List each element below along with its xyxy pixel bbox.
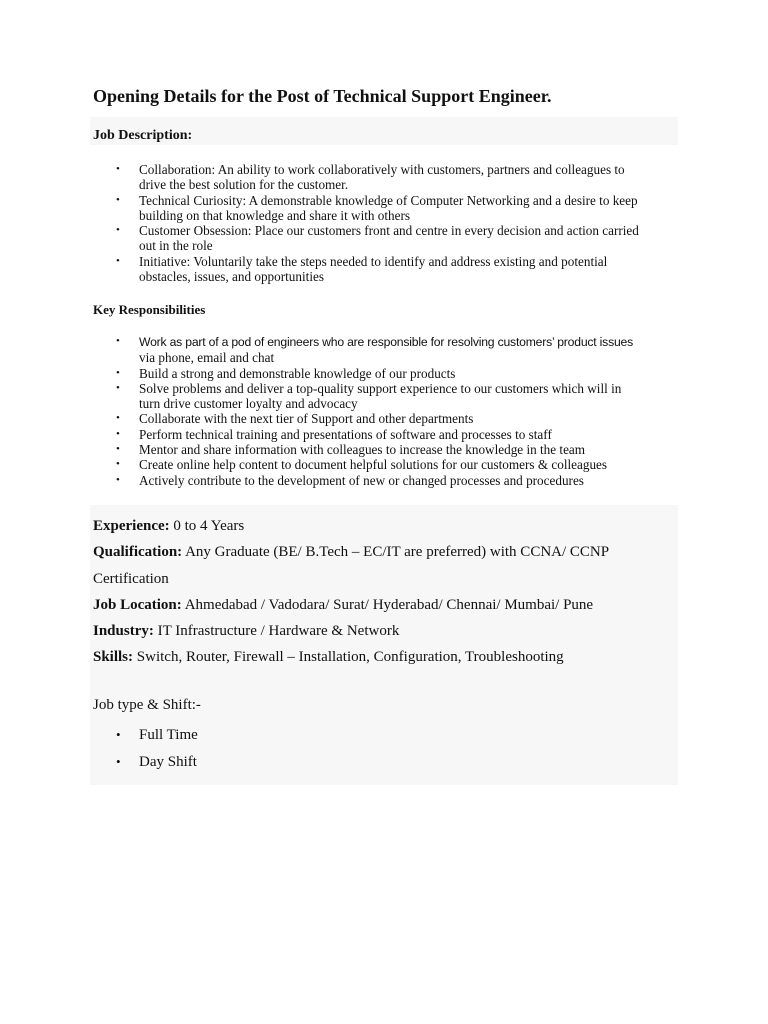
list-item: • Perform technical training and presentations of software and processes to staff [116, 426, 552, 442]
list-item: • Collaboration: An ability to work collaboratively with customers, partners and colleagues to drive the best solution for the customer. [116, 162, 625, 193]
list-item: • Day Shift [0, 749, 198, 776]
bullet-icon: • [116, 193, 120, 206]
bullet-icon: • [116, 224, 120, 237]
industry-value: IT Infrastructure / Hardware & Network [153, 623, 400, 640]
qualification-label: Qualification: [93, 544, 183, 561]
bullet-icon: • [116, 412, 120, 425]
bullet-icon: • [116, 335, 120, 347]
list-item: • Customer Obsession: Place our customers front and centre in every decision and action carried out in the role [116, 223, 639, 254]
experience-value: 0 to 4 Years [169, 518, 245, 534]
qualification-value-cont: Certification [93, 570, 169, 587]
list-item: • Technical Curiosity: A demonstrable knowledge of Computer Networking and a desire to keep building on that knowledge and share it with others [116, 192, 638, 223]
industry-label: Industry: [93, 623, 154, 640]
list-item: • Initiative: Voluntarily take the steps needed to identify and address existing and potential obstacles, issues, and opportunities [116, 253, 608, 285]
bullet-icon: • [116, 473, 120, 486]
skills-line [93, 644, 683, 670]
qualification-value: Any Graduate (BE/ B.Tech – EC/IT are preferred) with CCNA/ CCNP [182, 544, 610, 561]
bullet-icon: • [116, 163, 120, 175]
job-location-value: Ahmedabad / Vadodara/ Surat/ Hyderabad/ Chennai/ Mumbai/ Pune [181, 596, 594, 613]
bullet-icon: • [116, 443, 120, 456]
bullet-icon: • [116, 427, 120, 440]
qualification-line [93, 539, 683, 592]
bullet-icon: • [116, 254, 120, 267]
bullet-icon: • [116, 458, 120, 471]
bullet-icon: • [116, 381, 120, 394]
list-item: • Actively contribute to the development of new or changed processes and procedures [116, 472, 584, 488]
skills-label: Skills: [93, 649, 134, 666]
list-item: • Create online help content to document helpful solutions for our customers & colleagues [116, 457, 608, 473]
list-item: • Work as part of a pod of engineers who are responsible for resolving customers’ product issues via phone, email and chat [116, 335, 634, 366]
document-title: Opening Details for the Post of Technical Support Engineer. [93, 86, 552, 106]
experience-label: Experience: [93, 518, 170, 534]
job-type-list [0, 722, 198, 775]
list-item: • Full Time [0, 722, 198, 749]
bullet-icon: • [116, 366, 120, 379]
list-item: • Build a strong and demonstrable knowledge of our products [116, 365, 456, 381]
job-description-list [0, 162, 675, 284]
job-description-heading: Job Description: [93, 128, 193, 143]
key-responsibilities-heading: Key Responsibilities [93, 302, 206, 317]
job-location-label: Job Location: [93, 596, 182, 613]
experience-line [93, 513, 683, 539]
job-location-line [93, 592, 683, 618]
skills-value: Switch, Router, Firewall – Installation, Configuration, Troubleshooting [133, 649, 564, 666]
job-type-heading: Job type & Shift:- [93, 697, 201, 713]
bullet-icon: • [116, 753, 121, 769]
job-details [93, 513, 683, 671]
list-item: • Collaborate with the next tier of Support and other departments [116, 411, 474, 427]
list-item: • Solve problems and deliver a top-quality support experience to our customers which will in turn drive customer loyalty and advocacy [116, 380, 622, 412]
bullet-icon: • [116, 727, 121, 742]
key-responsibilities-list [0, 334, 675, 488]
industry-line [93, 618, 683, 644]
list-item: • Mentor and share information with colleagues to increase the knowledge in the team [116, 442, 586, 458]
